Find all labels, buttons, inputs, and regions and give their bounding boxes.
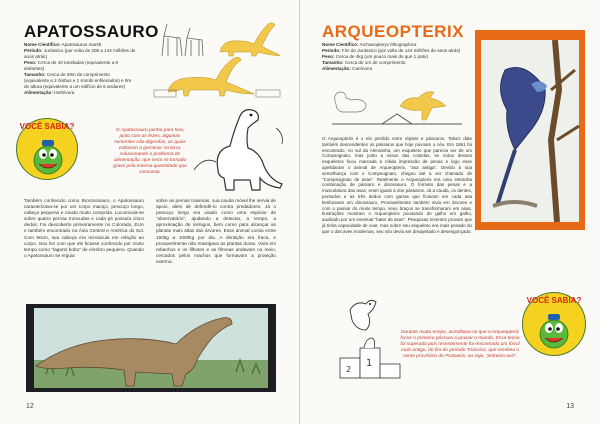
right-page (300, 0, 600, 424)
fact-period: Período: Fim do Jurássico (por volta de 144 milhões de anos atrás) (322, 48, 461, 53)
archaeopteryx-silhouette (400, 92, 446, 120)
dino-mascot-icon (534, 308, 574, 352)
size-comparison-illustration (150, 14, 290, 104)
facts-block (24, 42, 136, 96)
badge-label: VOCÊ SABIA? (526, 296, 582, 305)
fun-fact-text: Durante muito tempo, acreditava-se que o Arqueopterix fosse o primeiro pássaro a povoar o mundo. Essa teoria foi superada pois recentemente foi encontrado um fóssil mais antigo, do fim do período Triássico, que recebeu o nome provisório de Protoavis, ou seja, "primeiro ave". (400, 330, 520, 359)
fact-weight: Peso: Cerca de 4kg (um pouco mais do que 1 pato) (322, 54, 428, 59)
facts-block (322, 42, 472, 72)
fact-name: Nome Científico: Apatosaurus marsh (24, 42, 102, 47)
fact-size: Tamanho: Cerca de 1m de comprimento (322, 60, 406, 65)
cartoon-birds-podium-illustration (330, 290, 410, 390)
svg-text:2: 2 (346, 365, 352, 374)
page-number: 12 (26, 403, 34, 410)
fact-diet: Alimentação: Carnívora (322, 66, 373, 71)
duck-sketch-icon (335, 92, 366, 112)
scale-comparison-illustration (322, 80, 472, 132)
badge-label: VOCÊ SABIA? (19, 122, 75, 131)
fact-weight: Peso: Cerca de 40 toneladas (equivalente a 8 elefantes) (24, 60, 118, 71)
apatosaurus-silhouette-bottom (168, 57, 254, 96)
svg-text:1: 1 (366, 358, 373, 369)
fun-fact-text: O Apatossauro punha para fora, junto com as fezes, algumas sementes não digeridas, as quais voltavam a germinar na terra, solucionando o problema de alimentação, que seria se tornado grave pela imensa quantidade que consumia. (113, 128, 187, 175)
cartoon-apatosaurus-illustration (190, 100, 290, 195)
fact-name: Nome Científico: Archaeopteryx lithographica (322, 42, 417, 47)
fact-period: Período: Jurássico (por volta de 208 a 144 milhões de anos atrás) (24, 48, 136, 59)
dino-mascot-icon (28, 134, 68, 178)
archaeopteryx-illustration (475, 30, 585, 230)
apatosaurus-silhouette-top (220, 23, 280, 56)
page-title: ARQUEOPTERIX (322, 22, 465, 41)
body-column-1: Também conhecido como Brontossauro, o Apatossauro caracterizava-se por um corpo maciço, pescoço longo, cabeça pequena e cauda muito comprida. Locomovia-se sobre quatro pernas troncudas e cada pé possuía cinco dedos. Foi descoberto primeiramente no Colorado, EUA e também encontrado na Ásia Central e América do Sul. Com 90cm, sua cabeça era minúscula em relação ao corpo. Isso fez com que ele ficasse conhecido por muito tempo como "lagarto bobo" de cérebro pequeno. Quando o Apatossauro se erguia (24, 198, 144, 258)
page-title: APATOSSAURO (24, 22, 159, 41)
body-text: O Arqueopterix é o elo perdido entre répteis e pássaros. Talvez date também descendentes os pássaros que hoje povoam o céu. Em 1861 foi encontrado, no sul da Alemanha, um esqueleto que parecia ser de um Compsognato, mas junto a ossos das costelas, se notou desses esqueletos ficou marcada a nítida impressão de penas e logo esse apelidaram o animal de Arqueopterix, "asa antiga". Devido à sua semelhança com o Compsognato, chegou até a ser chamado de "Compsognato de asas". Realmente o Arqueopterix era uma estranha combinação de pássaro e dinossauro. O formato das penas e a musculatura das asas, eram iguais a dos pássaros. Já a cauda, os dentes, pontudos e as três dedos com garras que ficavam em cada asa lembravam um dinossauro. Provavelmente também vivia em árvores e com o passar do muito tempo, seus braços se transformaram em asas. Ilustrações mostram o Arqueopterix pousando de galho em galho, auxiliado por um eventual "bater de asas". Pesquisas recentes provam que já tinha capacidade de voar, mas sobre seu esqueleto era mais pesado do que o das aves modernas, seu vôo devia ser desajeitado e desengonçado. (322, 136, 472, 234)
fact-size: Tamanho: Cerca de 28m de comprimento (equivalente a 2 ônibus e 1 Kombi enfileirados) e 9m de altura (equivalente a um edifício de 6 andares) (24, 72, 132, 89)
giraffe-sketch-icon (162, 24, 203, 56)
apatosaurus-photo (26, 304, 276, 392)
body-column-2: sobre as pernas traseiras, sua cauda móvel lhe servia de apoio, além de defendê-lo contra predadores. Já o pescoço longo era usado como uma espécie de "observatório", ajudando a detectar, a tempo, a aproximação de inimigos, bem como para alcançar as plantas mais altas das árvores. Esse animal comia entre 150kg a 1000kg por dia. A dentição era fraca, e provavelmente não mastigava as plantas duras. Vivia em rebanhos e os filhotes e as fêmeas andavam no meio, cercados pelos machos que formavam a proteção externa. (156, 198, 276, 264)
fact-diet: Alimentação: Herbívora (24, 90, 75, 95)
page-number: 13 (566, 403, 574, 410)
